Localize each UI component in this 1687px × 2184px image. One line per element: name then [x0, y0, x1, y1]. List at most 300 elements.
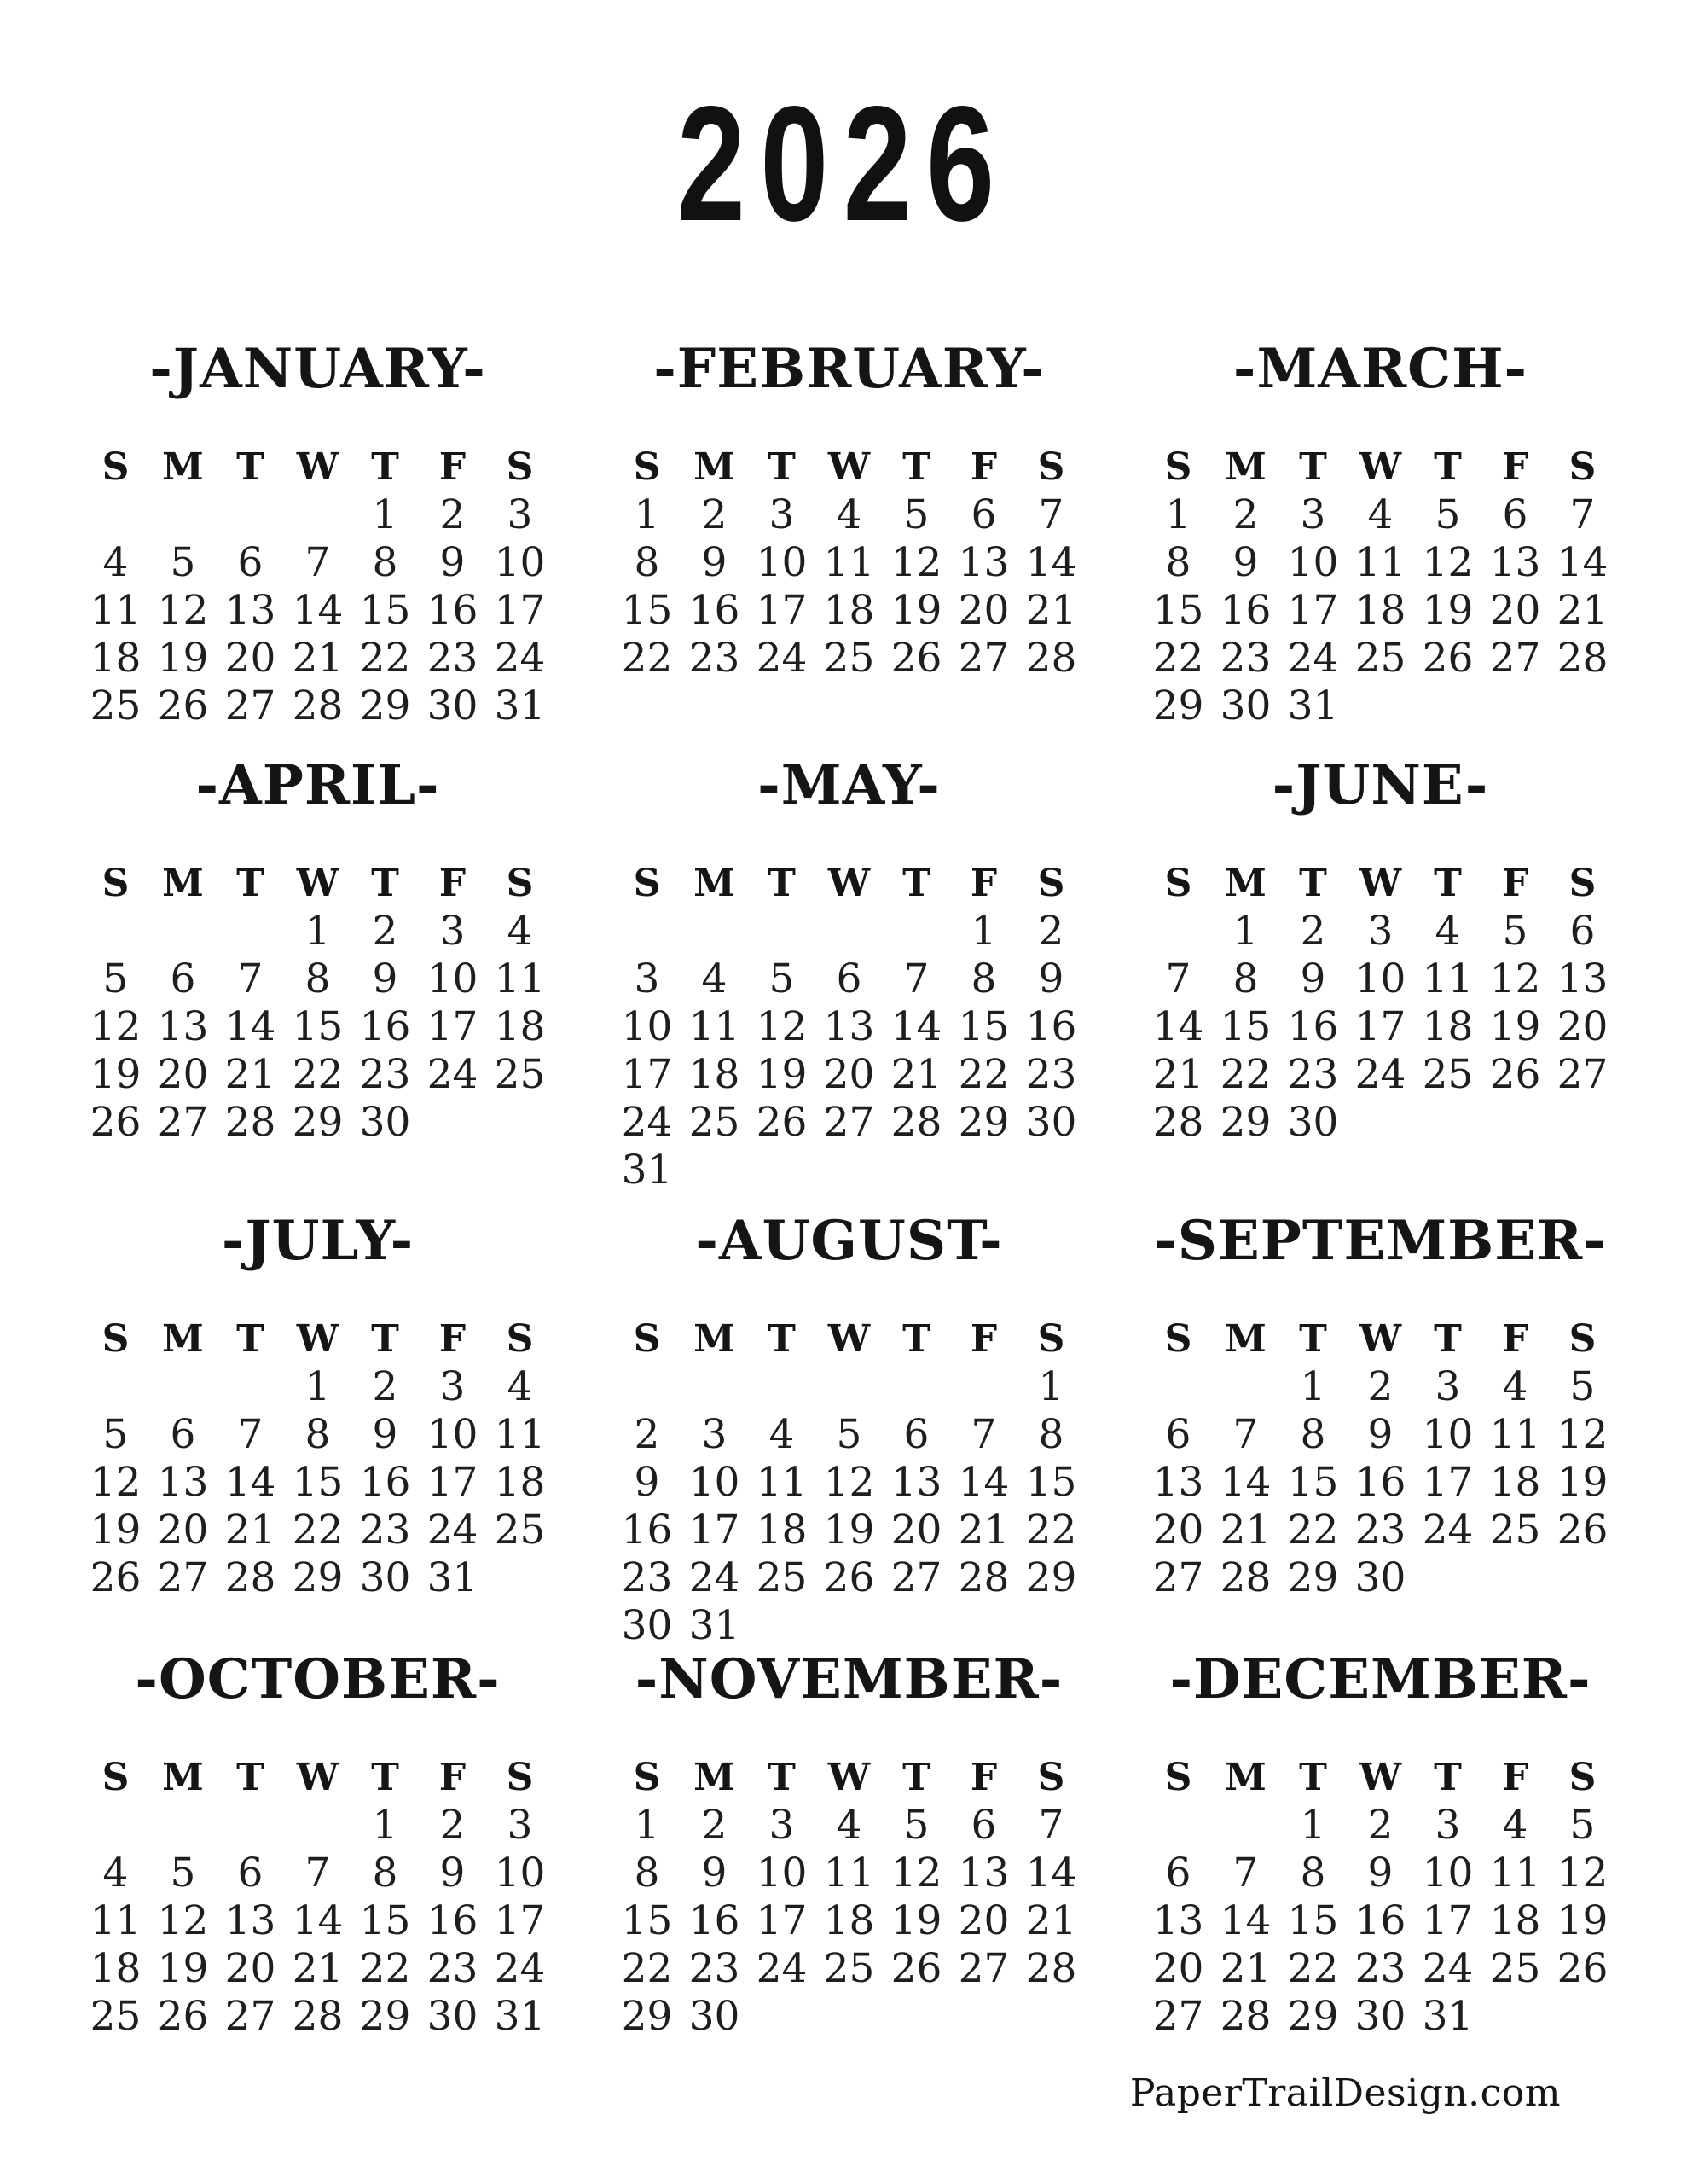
date-cell: 3 — [634, 956, 660, 1002]
date-cell: 30 — [359, 1554, 411, 1601]
date-cell: 24 — [1422, 1945, 1474, 1992]
date-cell: 24 — [426, 1507, 478, 1554]
empty-cell — [217, 491, 284, 539]
dates-grid — [82, 1363, 554, 1602]
date-cell: 5 — [768, 956, 795, 1002]
empty-cell — [748, 1363, 815, 1411]
weekday-header — [613, 444, 1085, 491]
date-cell: 13 — [224, 1897, 276, 1944]
date-cell: 6 — [170, 956, 196, 1002]
empty-cell — [1347, 682, 1414, 730]
date-cell: 1 — [304, 1363, 331, 1410]
month-title: -MARCH- — [1232, 337, 1528, 401]
date-cell: 27 — [823, 1099, 875, 1146]
date-cell: 12 — [1557, 1850, 1609, 1896]
date-cell: 11 — [90, 587, 142, 634]
date-cell: 26 — [890, 635, 942, 682]
empty-cell — [217, 1363, 284, 1411]
weekday-label: F — [1501, 862, 1529, 905]
date-cell: 1 — [1300, 1363, 1326, 1410]
weekday-label: S — [1164, 862, 1192, 905]
empty-cell — [284, 1802, 351, 1850]
date-cell: 18 — [90, 1945, 142, 1992]
date-cell: 30 — [1287, 1099, 1339, 1146]
empty-cell — [815, 1602, 883, 1650]
date-cell: 3 — [1435, 1802, 1461, 1849]
date-cell: 7 — [1165, 956, 1191, 1002]
year-title-text: 2026 — [677, 72, 1010, 255]
date-cell: 26 — [157, 682, 209, 729]
weekday-label: T — [1434, 1756, 1462, 1799]
empty-cell — [815, 1147, 883, 1194]
weekday-header — [613, 860, 1085, 908]
date-cell: 27 — [1489, 635, 1541, 682]
date-cell: 22 — [292, 1051, 344, 1098]
weekday-label: S — [633, 1317, 661, 1361]
date-cell: 30 — [426, 1993, 478, 2040]
weekday-label: T — [1299, 862, 1327, 905]
date-cell: 5 — [1502, 908, 1528, 955]
month-title: -OCTOBER- — [135, 1647, 501, 1711]
date-cell: 22 — [1287, 1507, 1339, 1554]
date-cell: 28 — [1220, 1554, 1272, 1601]
date-cell: 27 — [157, 1099, 209, 1146]
weekday-label: S — [1164, 445, 1192, 489]
date-cell: 16 — [688, 587, 740, 634]
weekday-label: W — [296, 445, 339, 489]
date-cell: 9 — [1038, 956, 1064, 1002]
date-cell: 23 — [1025, 1051, 1077, 1098]
weekday-label: T — [236, 445, 264, 489]
date-cell: 23 — [426, 1945, 478, 1992]
empty-cell — [82, 908, 149, 956]
empty-cell — [82, 1802, 149, 1850]
date-cell: 18 — [494, 1003, 546, 1050]
date-cell: 6 — [1502, 491, 1528, 538]
date-cell: 15 — [958, 1003, 1010, 1050]
date-cell: 24 — [688, 1554, 740, 1601]
weekday-label: S — [1164, 1756, 1192, 1799]
date-cell: 22 — [621, 635, 673, 682]
date-cell: 14 — [292, 1897, 344, 1944]
date-cell: 12 — [90, 1003, 142, 1050]
date-cell: 1 — [372, 1802, 398, 1849]
date-cell: 3 — [507, 1802, 533, 1849]
date-cell: 17 — [494, 1897, 546, 1944]
date-cell: 24 — [756, 635, 808, 682]
date-cell: 1 — [971, 908, 997, 955]
date-cell: 24 — [756, 1945, 808, 1992]
date-cell: 15 — [1220, 1003, 1272, 1050]
empty-cell — [149, 1363, 217, 1411]
date-cell: 7 — [1232, 1850, 1259, 1896]
weekday-label: S — [1037, 445, 1065, 489]
date-cell: 27 — [157, 1554, 209, 1601]
empty-cell — [681, 1363, 748, 1411]
weekday-label: T — [902, 862, 930, 905]
date-cell: 5 — [1435, 491, 1461, 538]
date-cell: 26 — [157, 1993, 209, 2040]
date-cell: 19 — [1489, 1003, 1541, 1050]
date-cell: 2 — [1367, 1363, 1394, 1410]
weekday-label: W — [1359, 1317, 1402, 1361]
date-cell: 17 — [494, 587, 546, 634]
date-cell: 2 — [1038, 908, 1064, 955]
empty-cell — [149, 491, 217, 539]
date-cell: 15 — [359, 1897, 411, 1944]
date-cell: 1 — [1165, 491, 1191, 538]
date-cell: 28 — [1557, 635, 1609, 682]
date-cell: 16 — [1025, 1003, 1077, 1050]
date-cell: 2 — [701, 1802, 728, 1849]
empty-cell — [748, 908, 815, 956]
month-title: -FEBRUARY- — [653, 337, 1045, 401]
date-cell: 22 — [621, 1945, 673, 1992]
weekday-label: M — [162, 1317, 204, 1361]
empty-cell — [681, 908, 748, 956]
date-cell: 2 — [1232, 491, 1259, 538]
date-cell: 27 — [1557, 1051, 1609, 1098]
empty-cell — [815, 908, 883, 956]
empty-cell — [1145, 1802, 1212, 1850]
date-cell: 11 — [756, 1459, 808, 1506]
date-cell: 12 — [157, 1897, 209, 1944]
weekday-label: T — [236, 862, 264, 905]
date-cell: 29 — [1220, 1099, 1272, 1146]
empty-cell — [748, 1993, 815, 2041]
date-cell: 7 — [304, 1850, 331, 1896]
weekday-label: T — [371, 1317, 399, 1361]
date-cell: 30 — [1354, 1993, 1406, 2040]
date-cell: 28 — [1025, 1945, 1077, 1992]
month-block — [613, 1209, 1085, 1650]
date-cell: 7 — [304, 539, 331, 586]
empty-cell — [883, 1363, 950, 1411]
month-title: -DECEMBER- — [1169, 1647, 1591, 1711]
date-cell: 5 — [1569, 1802, 1596, 1849]
date-cell: 24 — [1422, 1507, 1474, 1554]
date-cell: 21 — [1557, 587, 1609, 634]
date-cell: 4 — [102, 539, 129, 586]
month-block — [82, 753, 554, 1194]
date-cell: 28 — [1025, 635, 1077, 682]
date-cell: 19 — [823, 1507, 875, 1554]
weekday-label: S — [1164, 1317, 1192, 1361]
empty-cell — [815, 1363, 883, 1411]
date-cell: 14 — [1152, 1003, 1204, 1050]
date-cell: 22 — [359, 635, 411, 682]
weekday-label: W — [1359, 445, 1402, 489]
month-block — [613, 337, 1085, 730]
date-cell: 10 — [426, 956, 478, 1002]
date-cell: 24 — [426, 1051, 478, 1098]
date-cell: 17 — [1354, 1003, 1406, 1050]
date-cell: 16 — [359, 1459, 411, 1506]
empty-cell — [1212, 1802, 1279, 1850]
date-cell: 9 — [439, 539, 466, 586]
weekday-label: W — [827, 1756, 871, 1799]
date-cell: 2 — [701, 491, 728, 538]
date-cell: 27 — [224, 682, 276, 729]
date-cell: 30 — [1220, 682, 1272, 729]
date-cell: 7 — [237, 1411, 264, 1458]
date-cell: 4 — [102, 1850, 129, 1896]
month-title: -AUGUST- — [695, 1209, 1003, 1273]
date-cell: 30 — [1354, 1554, 1406, 1601]
date-cell: 31 — [621, 1147, 673, 1194]
empty-cell — [284, 491, 351, 539]
date-cell: 16 — [1354, 1897, 1406, 1944]
empty-cell — [815, 1993, 883, 2041]
date-cell: 20 — [958, 587, 1010, 634]
date-cell: 23 — [688, 1945, 740, 1992]
date-cell: 31 — [426, 1554, 478, 1601]
date-cell: 14 — [224, 1003, 276, 1050]
date-cell: 13 — [1557, 956, 1609, 1002]
date-cell: 7 — [903, 956, 930, 1002]
date-cell: 29 — [1287, 1554, 1339, 1601]
date-cell: 8 — [1165, 539, 1191, 586]
date-cell: 17 — [1422, 1459, 1474, 1506]
date-cell: 5 — [170, 539, 196, 586]
weekday-label: T — [768, 862, 796, 905]
date-cell: 25 — [823, 635, 875, 682]
weekday-label: T — [902, 445, 930, 489]
weekday-label: M — [1225, 445, 1267, 489]
date-cell: 19 — [157, 1945, 209, 1992]
date-cell: 23 — [1354, 1507, 1406, 1554]
date-cell: 26 — [890, 1945, 942, 1992]
date-cell: 31 — [494, 1993, 546, 2040]
date-cell: 15 — [621, 587, 673, 634]
weekday-header — [1145, 1316, 1616, 1363]
dates-grid — [1145, 1802, 1616, 2041]
empty-cell — [1212, 1363, 1279, 1411]
date-cell: 27 — [958, 1945, 1010, 1992]
date-cell: 12 — [1557, 1411, 1609, 1458]
date-cell: 4 — [1435, 908, 1461, 955]
date-cell: 2 — [372, 908, 398, 955]
date-cell: 9 — [701, 1850, 728, 1896]
date-cell: 5 — [102, 956, 129, 1002]
weekday-label: F — [970, 445, 998, 489]
date-cell: 15 — [292, 1003, 344, 1050]
date-cell: 30 — [688, 1993, 740, 2040]
weekday-header — [613, 1754, 1085, 1802]
date-cell: 17 — [426, 1003, 478, 1050]
date-cell: 13 — [823, 1003, 875, 1050]
weekday-header — [82, 1316, 554, 1363]
date-cell: 18 — [494, 1459, 546, 1506]
date-cell: 17 — [688, 1507, 740, 1554]
date-cell: 5 — [903, 491, 930, 538]
empty-cell — [1549, 1554, 1616, 1602]
date-cell: 6 — [903, 1411, 930, 1458]
date-cell: 22 — [359, 1945, 411, 1992]
weekday-label: W — [827, 445, 871, 489]
weekday-label: F — [438, 1317, 467, 1361]
date-cell: 27 — [890, 1554, 942, 1601]
date-cell: 25 — [90, 1993, 142, 2040]
weekday-label: S — [101, 445, 130, 489]
date-cell: 24 — [621, 1099, 673, 1146]
date-cell: 4 — [1367, 491, 1394, 538]
date-cell: 29 — [359, 1993, 411, 2040]
date-cell: 19 — [90, 1507, 142, 1554]
date-cell: 2 — [1300, 908, 1326, 955]
date-cell: 29 — [621, 1993, 673, 2040]
date-cell: 31 — [1287, 682, 1339, 729]
date-cell: 10 — [756, 1850, 808, 1896]
date-cell: 15 — [1287, 1459, 1339, 1506]
footer-credit: PaperTrailDesign.com — [1129, 2071, 1561, 2115]
empty-cell — [950, 1993, 1017, 2041]
date-cell: 6 — [836, 956, 862, 1002]
date-cell: 9 — [1232, 539, 1259, 586]
date-cell: 3 — [701, 1411, 728, 1458]
weekday-label: F — [1501, 445, 1529, 489]
weekday-header — [82, 444, 554, 491]
date-cell: 21 — [1152, 1051, 1204, 1098]
empty-cell — [1481, 1554, 1549, 1602]
date-cell: 21 — [1220, 1507, 1272, 1554]
empty-cell — [1145, 908, 1212, 956]
dates-grid — [613, 491, 1085, 682]
date-cell: 11 — [1489, 1850, 1541, 1896]
date-cell: 13 — [157, 1003, 209, 1050]
date-cell: 29 — [1025, 1554, 1077, 1601]
empty-cell — [1481, 1099, 1549, 1147]
date-cell: 4 — [701, 956, 728, 1002]
month-title: -JULY- — [221, 1209, 415, 1273]
empty-cell — [883, 1993, 950, 2041]
date-cell: 29 — [292, 1554, 344, 1601]
empty-cell — [1145, 1363, 1212, 1411]
date-cell: 10 — [494, 1850, 546, 1896]
date-cell: 1 — [372, 491, 398, 538]
date-cell: 10 — [426, 1411, 478, 1458]
weekday-label: W — [1359, 1756, 1402, 1799]
date-cell: 31 — [1422, 1993, 1474, 2040]
date-cell: 6 — [971, 1802, 997, 1849]
date-cell: 26 — [1422, 635, 1474, 682]
date-cell: 9 — [372, 1411, 398, 1458]
date-cell: 2 — [634, 1411, 660, 1458]
weekday-label: T — [1299, 1317, 1327, 1361]
date-cell: 30 — [1025, 1099, 1077, 1146]
months-row-3 — [82, 1209, 1616, 1650]
date-cell: 29 — [1287, 1993, 1339, 2040]
date-cell: 19 — [1557, 1897, 1609, 1944]
date-cell: 23 — [1287, 1051, 1339, 1098]
dates-grid — [613, 1802, 1085, 2041]
weekday-label: T — [902, 1317, 930, 1361]
date-cell: 9 — [439, 1850, 466, 1896]
dates-grid — [1145, 491, 1616, 730]
date-cell: 19 — [157, 635, 209, 682]
empty-cell — [149, 908, 217, 956]
date-cell: 15 — [621, 1897, 673, 1944]
weekday-label: T — [236, 1317, 264, 1361]
weekday-label: S — [1568, 1756, 1597, 1799]
weekday-label: S — [101, 1317, 130, 1361]
date-cell: 12 — [756, 1003, 808, 1050]
weekday-header — [1145, 860, 1616, 908]
date-cell: 25 — [1422, 1051, 1474, 1098]
date-cell: 25 — [688, 1099, 740, 1146]
empty-cell — [950, 1363, 1017, 1411]
weekday-label: F — [970, 1756, 998, 1799]
month-title: -APRIL- — [195, 753, 440, 817]
date-cell: 14 — [1025, 1850, 1077, 1896]
date-cell: 2 — [439, 491, 466, 538]
date-cell: 24 — [494, 1945, 546, 1992]
date-cell: 14 — [1025, 539, 1077, 586]
weekday-header — [1145, 1754, 1616, 1802]
date-cell: 18 — [823, 587, 875, 634]
date-cell: 20 — [224, 1945, 276, 1992]
weekday-label: T — [1299, 445, 1327, 489]
date-cell: 18 — [823, 1897, 875, 1944]
date-cell: 26 — [823, 1554, 875, 1601]
date-cell: 7 — [1038, 1802, 1064, 1849]
month-title: -JUNE- — [1272, 753, 1489, 817]
date-cell: 25 — [494, 1051, 546, 1098]
date-cell: 13 — [958, 539, 1010, 586]
date-cell: 17 — [1287, 587, 1339, 634]
date-cell: 17 — [426, 1459, 478, 1506]
empty-cell — [82, 1363, 149, 1411]
weekday-label: S — [1568, 862, 1597, 905]
date-cell: 26 — [756, 1099, 808, 1146]
date-cell: 26 — [1489, 1051, 1541, 1098]
date-cell: 13 — [958, 1850, 1010, 1896]
date-cell: 24 — [494, 635, 546, 682]
date-cell: 31 — [494, 682, 546, 729]
weekday-label: T — [768, 1756, 796, 1799]
weekday-label: T — [1434, 862, 1462, 905]
date-cell: 19 — [756, 1051, 808, 1098]
date-cell: 16 — [688, 1897, 740, 1944]
date-cell: 20 — [958, 1897, 1010, 1944]
date-cell: 23 — [359, 1051, 411, 1098]
date-cell: 10 — [1422, 1850, 1474, 1896]
weekday-label: S — [1037, 1756, 1065, 1799]
date-cell: 6 — [1165, 1411, 1191, 1458]
date-cell: 23 — [426, 635, 478, 682]
empty-cell — [1414, 682, 1481, 730]
month-block — [1145, 1647, 1616, 2041]
date-cell: 6 — [1165, 1850, 1191, 1896]
date-cell: 2 — [372, 1363, 398, 1410]
month-block — [82, 337, 554, 730]
weekday-header — [613, 1316, 1085, 1363]
date-cell: 14 — [1220, 1459, 1272, 1506]
weekday-label: T — [1299, 1756, 1327, 1799]
date-cell: 1 — [1300, 1802, 1326, 1849]
month-title: -JANUARY- — [149, 337, 486, 401]
date-cell: 17 — [756, 1897, 808, 1944]
date-cell: 8 — [372, 539, 398, 586]
weekday-label: S — [506, 1317, 534, 1361]
date-cell: 14 — [1220, 1897, 1272, 1944]
date-cell: 21 — [1025, 587, 1077, 634]
date-cell: 18 — [756, 1507, 808, 1554]
month-block — [613, 1647, 1085, 2041]
months-row-1 — [82, 337, 1616, 730]
empty-cell — [950, 1147, 1017, 1194]
date-cell: 8 — [304, 1411, 331, 1458]
